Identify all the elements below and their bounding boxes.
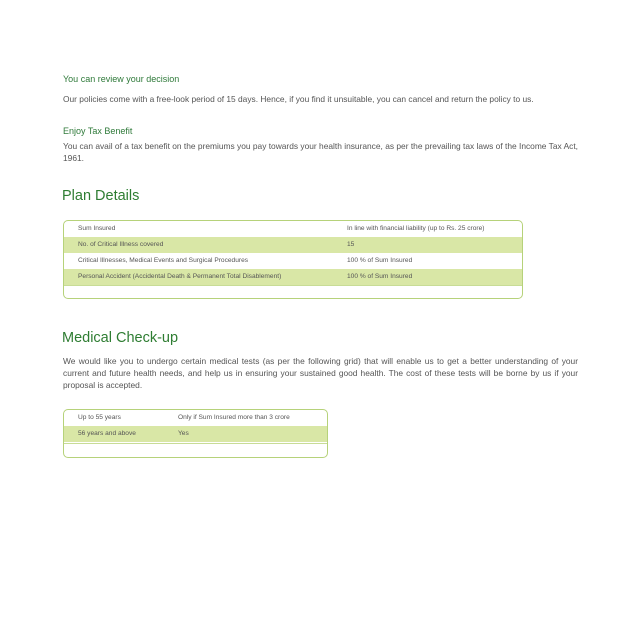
table-cell-value: 15 xyxy=(347,241,355,248)
review-heading: You can review your decision xyxy=(63,74,180,84)
table-row xyxy=(64,221,522,237)
table-cell-label: Sum Insured xyxy=(78,225,116,232)
table-row xyxy=(64,253,522,269)
table-row xyxy=(64,269,522,285)
table-cell-label: No. of Critical Illness covered xyxy=(78,241,164,248)
table-cell-label: 56 years and above xyxy=(78,430,136,437)
table-divider xyxy=(64,285,522,286)
tax-text: You can avail of a tax benefit on the premiums you pay towards your health insurance, as per the prevailing tax laws of the Income Tax Act, 1961. xyxy=(63,141,578,163)
plan-details-table xyxy=(63,220,523,299)
table-row xyxy=(64,426,327,442)
table-cell-value: 100 % of Sum Insured xyxy=(347,273,413,280)
table-row xyxy=(64,410,327,426)
table-cell-label: Critical Illnesses, Medical Events and Surgical Procedures xyxy=(78,257,249,264)
review-text: Our policies come with a free-look period of 15 days. Hence, if you find it unsuitable, you can cancel and return the policy to us. xyxy=(63,94,534,104)
table-cell-value: Yes xyxy=(178,430,189,437)
table-divider xyxy=(64,443,327,444)
tax-heading: Enjoy Tax Benefit xyxy=(63,126,133,136)
medical-checkup-title: Medical Check-up xyxy=(62,330,179,346)
table-cell-value: 100 % of Sum Insured xyxy=(347,257,413,264)
table-cell-value: Only if Sum Insured more than 3 crore xyxy=(178,414,290,421)
medical-checkup-table xyxy=(63,409,328,458)
medical-checkup-text: We would like you to undergo certain medical tests (as per the following grid) that will enable us to get a better understanding of your current and future health needs, and help us in ensuring your sustained good health. The cost of these tests will be borne by us if your proposal is accepted. xyxy=(63,356,578,390)
table-cell-label: Personal Accident (Accidental Death & Permanent Total Disablement) xyxy=(78,273,282,280)
table-cell-value: In line with financial liability (up to Rs. 25 crore) xyxy=(347,225,485,232)
table-row xyxy=(64,237,522,253)
table-cell-label: Up to 55 years xyxy=(78,414,121,421)
plan-details-title: Plan Details xyxy=(62,188,140,204)
